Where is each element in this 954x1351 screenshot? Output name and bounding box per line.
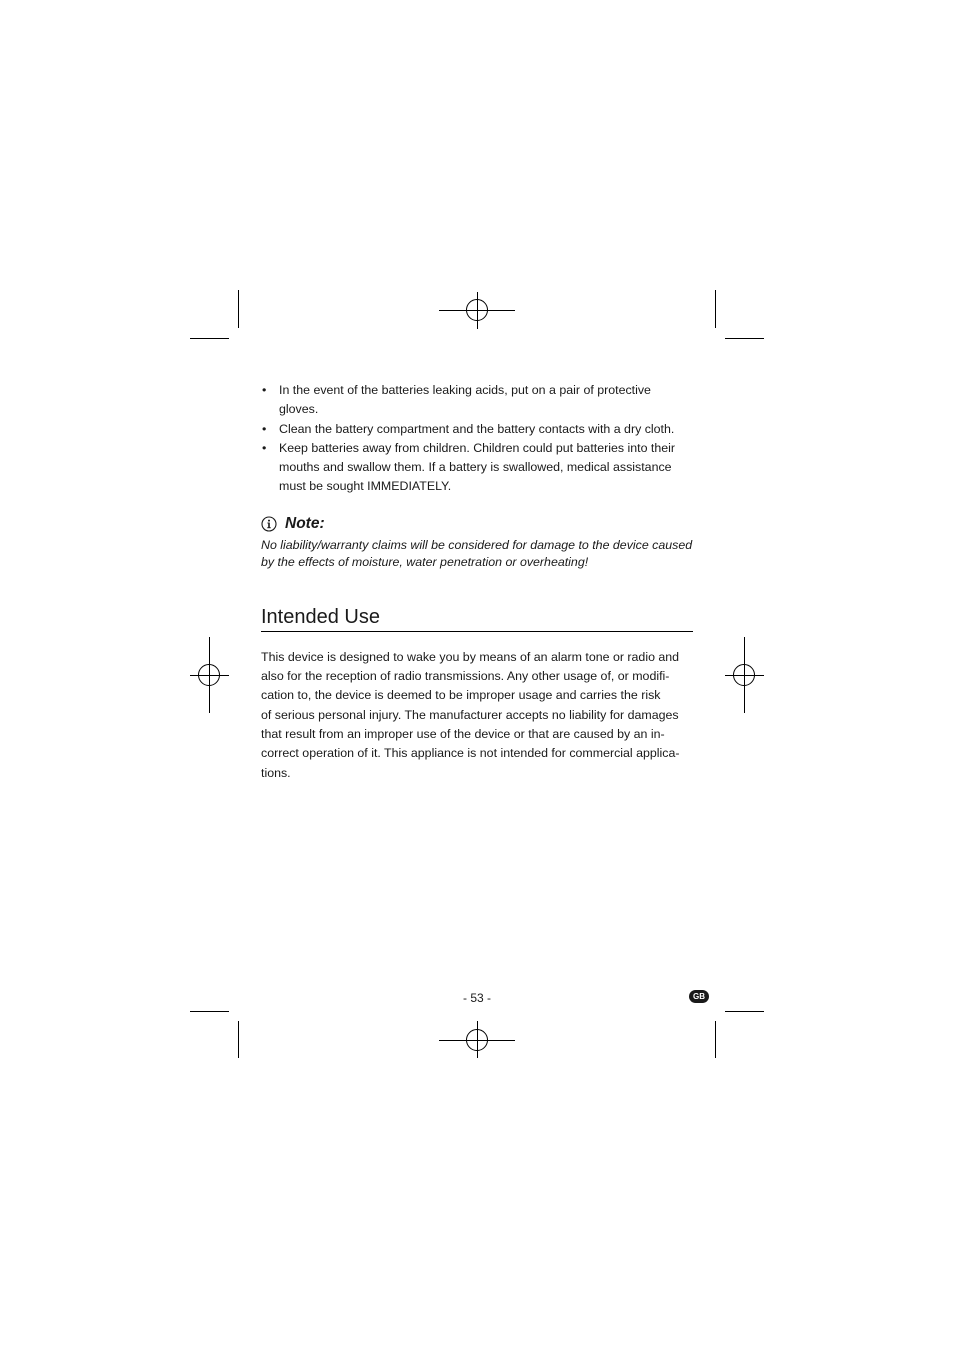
reg-mark-top-circle bbox=[466, 299, 488, 321]
reg-mark-bottom-circle bbox=[466, 1029, 488, 1051]
list-item-text: Keep batteries away from children. Children could put batteries into their mouths and swallow them. If a battery is swallowed, medical assistance must be sought IMMEDIATELY. bbox=[279, 440, 676, 494]
crop-mark-br-h bbox=[725, 1011, 764, 1012]
note-heading-row bbox=[261, 514, 693, 534]
note-text: No liability/warranty claims will be considered for damage to the device caused by the effects of moisture, water penetration or overheating! bbox=[261, 537, 693, 570]
list-item bbox=[261, 381, 693, 420]
list-item bbox=[261, 439, 693, 497]
crop-mark-bl-v bbox=[238, 1021, 239, 1058]
paragraph-line: also for the reception of radio transmissions. Any other usage of, or modifi- bbox=[261, 669, 670, 684]
paragraph-line: tions. bbox=[261, 765, 291, 780]
intended-use-paragraph bbox=[261, 648, 693, 783]
paragraph-line: correct operation of it. This appliance is not intended for commercial applica- bbox=[261, 746, 680, 761]
paragraph-line: that result from an improper use of the device or that are caused by an in- bbox=[261, 726, 665, 741]
country-code-badge: GB bbox=[689, 990, 709, 1003]
bullet-symbol: • bbox=[262, 421, 267, 436]
note-heading: Note: bbox=[285, 514, 325, 532]
section-title: Intended Use bbox=[261, 604, 693, 632]
paragraph-line: cation to, the device is deemed to be improper usage and carries the risk bbox=[261, 688, 661, 703]
battery-safety-list bbox=[261, 381, 693, 497]
crop-mark-tl-v bbox=[238, 290, 239, 328]
paragraph-line: of serious personal injury. The manufacturer accepts no liability for damages bbox=[261, 707, 679, 722]
page-number: - 53 - bbox=[462, 991, 491, 1005]
reg-mark-left-circle bbox=[198, 664, 220, 686]
crop-mark-tr-v bbox=[715, 290, 716, 328]
paragraph-line: This device is designed to wake you by means of an alarm tone or radio and bbox=[261, 649, 680, 664]
bullet-symbol: • bbox=[262, 440, 267, 455]
crop-mark-br-v bbox=[715, 1021, 716, 1058]
crop-mark-bl-h bbox=[190, 1011, 229, 1012]
list-item bbox=[261, 420, 693, 439]
info-icon bbox=[261, 516, 277, 532]
note-block bbox=[261, 514, 693, 572]
reg-mark-right-circle bbox=[733, 664, 755, 686]
crop-mark-tl-h bbox=[190, 338, 229, 339]
content-column bbox=[261, 381, 693, 783]
list-item-text: In the event of the batteries leaking acids, put on a pair of protective gloves. bbox=[279, 383, 651, 417]
list-item-text: Clean the battery compartment and the battery contacts with a dry cloth. bbox=[279, 421, 675, 436]
crop-mark-tr-h bbox=[725, 338, 764, 339]
bullet-symbol: • bbox=[262, 383, 267, 397]
